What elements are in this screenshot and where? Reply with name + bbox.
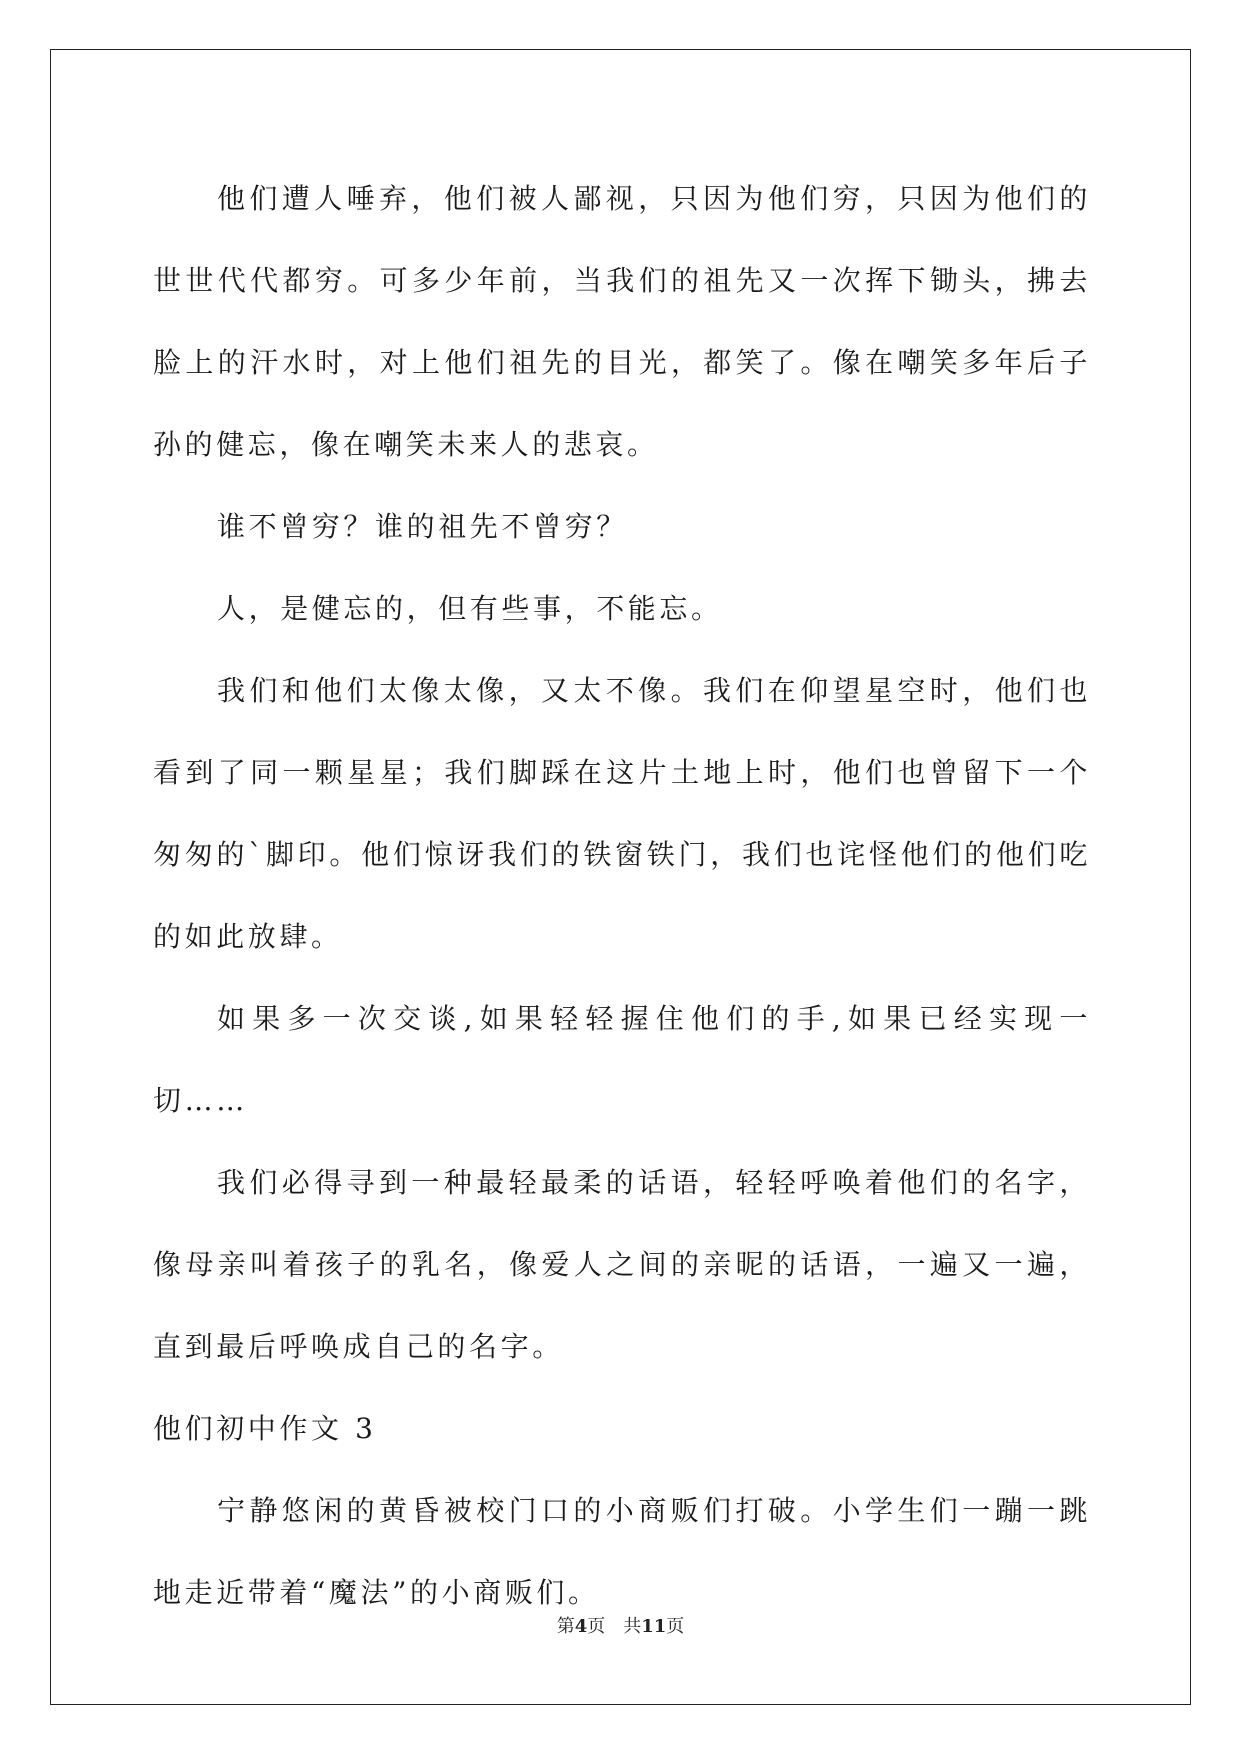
paragraph-1: 他们遭人唾弃，他们被人鄙视，只因为他们穷，只因为他们的世世代代都穷。可多少年前，当我们的祖先又一次挥下锄头，拂去脸上的汗水时，对上他们祖先的目光，都笑了。像在嘲笑多年后子孙的健忘，像在嘲笑未来人的悲哀。 bbox=[153, 182, 1091, 461]
section-heading: 他们初中作文 3 bbox=[153, 1412, 377, 1445]
paragraph-2: 谁不曾穷？谁的祖先不曾穷？ bbox=[217, 510, 628, 543]
footer-page-number: 4 bbox=[574, 1616, 588, 1637]
footer-total-pages: 11 bbox=[641, 1616, 667, 1637]
footer-prefix: 第 bbox=[556, 1616, 575, 1637]
paragraph-3: 人，是健忘的，但有些事，不能忘。 bbox=[217, 592, 723, 625]
paragraph-6: 我们必得寻到一种最轻最柔的话语，轻轻呼唤着他们的名字，像母亲叫着孩子的乳名，像爱人之间的亲昵的话语，一遍又一遍，直到最后呼唤成自己的名字。 bbox=[153, 1166, 1091, 1363]
paragraph-4: 我们和他们太像太像，又太不像。我们在仰望星空时，他们也看到了同一颗星星；我们脚踩在这片土地上时，他们也曾留下一个匆匆的`脚印。他们惊讶我们的铁窗铁门，我们也诧怪他们的他们吃的如此放肆。 bbox=[153, 674, 1091, 953]
paragraph-5: 如果多一次交谈,如果轻轻握住他们的手,如果已经实现一切…… bbox=[153, 1002, 1091, 1117]
page-footer bbox=[0, 1614, 1241, 1640]
footer-suffix: 页 bbox=[666, 1616, 685, 1637]
section-paragraph-1: 宁静悠闲的黄昏被校门口的小商贩们打破。小学生们一蹦一跳地走近带着“魔法”的小商贩们。 bbox=[153, 1494, 1091, 1609]
footer-mid: 页 共 bbox=[587, 1616, 642, 1637]
document-body bbox=[153, 158, 1091, 1634]
